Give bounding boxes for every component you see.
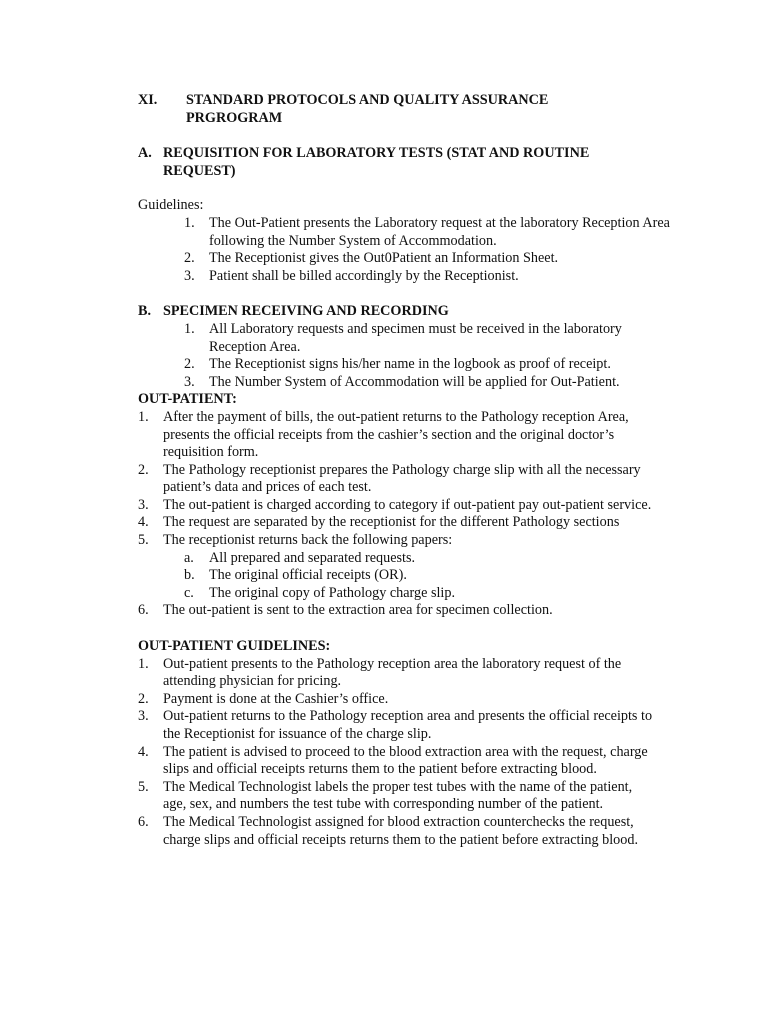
list-item: 6. The Medical Technologist assigned for blood extraction counterchecks the request, charge slips and official receipts returns them to the patient before extracting blood. (138, 813, 638, 848)
list-item: 2. Payment is done at the Cashier’s office. (138, 690, 389, 707)
sub-list-item: b. The original official receipts (OR). (184, 567, 407, 584)
section-a-heading-line-2: REQUEST) (163, 162, 236, 179)
guidelines-label: Guidelines: (138, 197, 204, 214)
list-item: 2. The Receptionist signs his/her name in the logbook as proof of receipt. (184, 356, 611, 373)
out-patient-list (138, 409, 658, 620)
list-item: 2. The Receptionist gives the Out0Patient an Information Sheet. (184, 250, 559, 267)
title-number: XI. (138, 92, 158, 108)
section-a-list (138, 214, 670, 285)
list-item: 6. The out-patient is sent to the extraction area for specimen collection. (138, 602, 553, 619)
section-a-heading-line-1: REQUISITION FOR LABORATORY TESTS (STAT AND ROUTINE (163, 145, 590, 162)
list-item: 1. All Laboratory requests and specimen must be received in the laboratory Reception Area. (184, 320, 622, 355)
list-item: 3. Out-patient returns to the Pathology reception area and presents the official receipts to the Receptionist for issuance of the charge slip. (138, 708, 653, 742)
list-item: 3. Patient shall be billed accordingly by the Receptionist. (184, 267, 519, 284)
section-b-letter: B. (138, 303, 152, 320)
section-b-heading-text: SPECIMEN RECEIVING AND RECORDING (163, 303, 449, 320)
list-item: 5. The receptionist returns back the following papers: (138, 532, 453, 549)
section-a-letter: A. (138, 145, 152, 162)
list-item: 2. The Pathology receptionist prepares the Pathology charge slip with all the necessary patient’s data and prices of each test. (138, 461, 641, 496)
section-a-heading (138, 145, 658, 180)
list-item: 1. The Out-Patient presents the Laboratory request at the laboratory Reception Area following the Number System of Accommodation. (184, 214, 670, 249)
title-line-1: STANDARD PROTOCOLS AND QUALITY ASSURANCE (186, 92, 549, 108)
list-item: 1. Out-patient presents to the Pathology reception area the laboratory request of the attending physician for pricing. (138, 655, 622, 690)
title-line-2: PRGROGRAM (186, 109, 283, 126)
list-item: 1. After the payment of bills, the out-patient returns to the Pathology reception Area, presents the official receipts from the cashier’s section and the original doctor’s requisition form. (138, 408, 629, 461)
document-title (138, 92, 658, 127)
out-patient-heading: OUT-PATIENT: (138, 391, 237, 408)
list-item: 3. The out-patient is charged according to category if out-patient pay out-patient service. (138, 496, 652, 513)
out-patient-guidelines-heading: OUT-PATIENT GUIDELINES: (138, 638, 331, 655)
list-item: 4. The request are separated by the receptionist for the different Pathology sections (138, 514, 620, 531)
list-item: 4. The patient is advised to proceed to the blood extraction area with the request, charge slips and official receipts returns them to the patient before extracting blood. (138, 743, 648, 778)
list-item: 5. The Medical Technologist labels the proper test tubes with the name of the patient, age, sex, and numbers the test tube with corresponding number of the patient. (138, 778, 633, 813)
out-patient-guidelines-list (138, 656, 658, 850)
sub-list-item: a. All prepared and separated requests. (184, 549, 416, 566)
sub-list-item: c. The original copy of Pathology charge slip. (184, 584, 455, 601)
list-item: 3. The Number System of Accommodation will be applied for Out-Patient. (184, 373, 620, 390)
document-body (138, 92, 670, 849)
section-b-heading (138, 303, 658, 321)
section-b-list (138, 321, 658, 391)
